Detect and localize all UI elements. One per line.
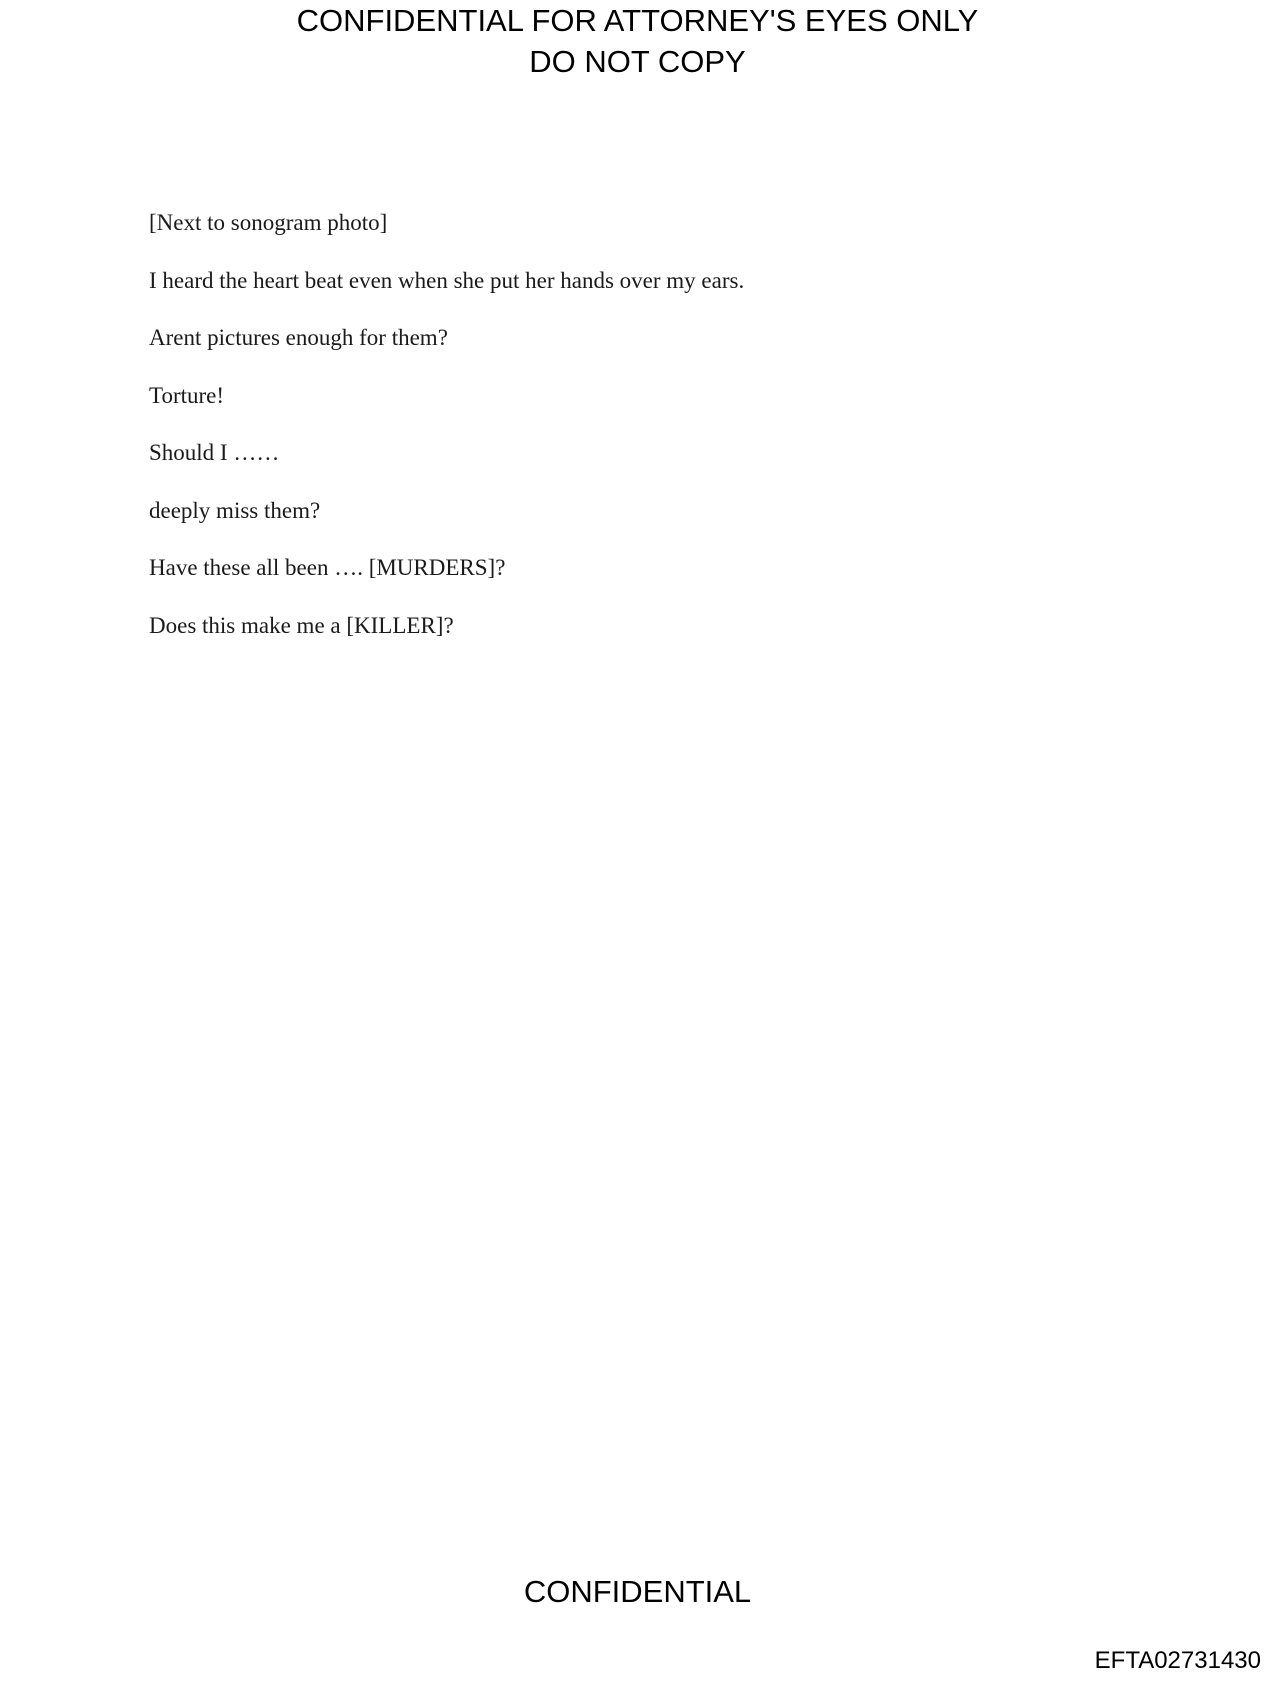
document-id: EFTA02731430: [1094, 1647, 1261, 1674]
body-line: Should I ……: [149, 440, 280, 465]
header-line-1: CONFIDENTIAL FOR ATTORNEY'S EYES ONLY: [296, 3, 979, 38]
document-body: [149, 203, 1149, 663]
body-line: Arent pictures enough for them?: [149, 325, 448, 350]
body-line: Does this make me a [KILLER]?: [149, 612, 454, 638]
header-line-2: DO NOT COPY: [529, 44, 746, 79]
confidential-header: [0, 0, 1275, 82]
body-line: deeply miss them?: [149, 497, 321, 523]
body-line: Torture!: [149, 382, 225, 408]
body-line: [Next to sonogram photo]: [149, 210, 388, 235]
body-line: I heard the heart beat even when she put her hands over my ears.: [149, 267, 745, 293]
confidential-footer: CONFIDENTIAL: [523, 1574, 752, 1609]
body-line: Have these all been …. [MURDERS]?: [149, 555, 506, 580]
